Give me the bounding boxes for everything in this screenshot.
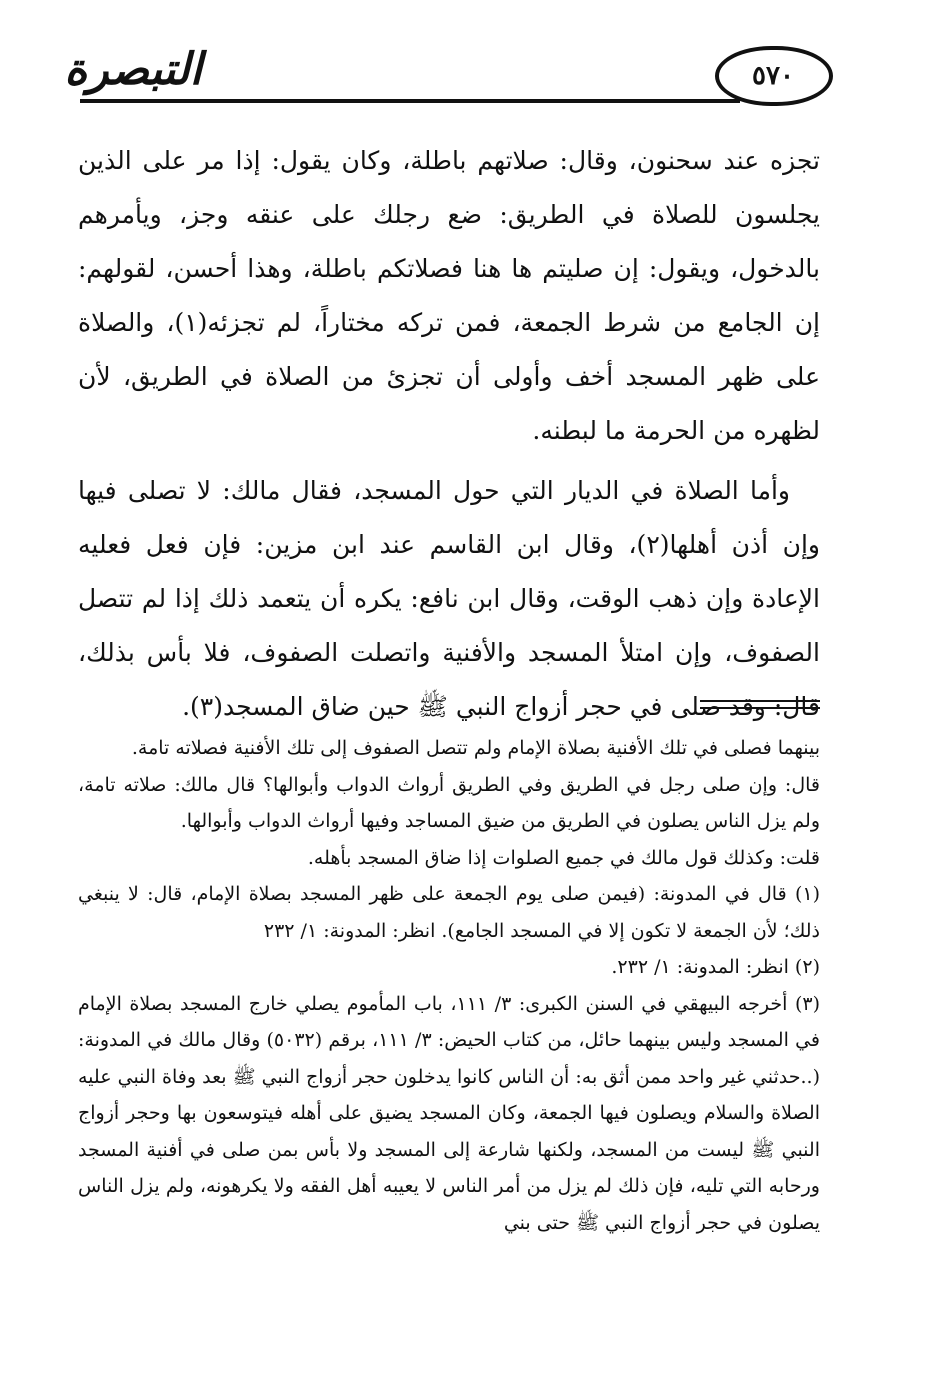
- footnote-2: (٢) انظر: المدونة: ١/ ٢٣٢.: [611, 956, 820, 978]
- footnote-separator: [700, 700, 820, 709]
- page-header: [0, 0, 938, 120]
- footnote-continuation-1: بينهما فصلى في تلك الأفنية بصلاة الإمام ولم تتصل الصفوف إلى تلك الأفنية فصلاته تامة.: [131, 737, 820, 759]
- footnote-3: (٣) أخرجه البيهقي في السنن الكبرى: ٣/ ١١١، باب المأموم يصلي خارج المسجد بصلاة الإمام في المسجد وليس بينهما حائل، من كتاب الحيض: ٣/ ١١١، برقم (٥٠٣٢) وقال مالك في المدونة: (..حدثني غير واحد ممن أثق به: أن الناس كانوا يدخلون حجر أزواج النبي ﷺ بعد وفاة النبي عليه الصلاة والسلام ويصلون فيها الجمعة، وكان المسجد يضيق على أهله فيتوسعون بها وحجر أزواج النبي ﷺ ليست من المسجد، ولكنها شارعة إلى المسجد ولا بأس بمن صلى في أفنية المسجد ورحابه التي تليه، فإن ذلك لم يزل من أمر الناس لا يعيبه أهل الفقه ولا يكرهونه، ولم يزل الناس يصلون في حجر أزواج النبي ﷺ حتى بني: [78, 992, 820, 1234]
- main-paragraph-2: وأما الصلاة في الديار التي حول المسجد، فقال مالك: لا تصلى فيها وإن أذن أهلها(٢)، وقال ابن القاسم عند ابن مزين: فإن فعل فعليه الإعادة وإن ذهب الوقت، وقال ابن نافع: يكره أن يتعمد ذلك إذا لم تتصل الصفوف، وإن امتلأ المسجد والأفنية واتصلت الصفوف، فلا بأس بذلك، قال: وقد صلى في حجر أزواج النبي ﷺ حين ضاق المسجد(٣).: [78, 476, 821, 721]
- header-rule: [80, 99, 740, 103]
- main-paragraph-1: تجزه عند سحنون، وقال: صلاتهم باطلة، وكان يقول: إذا مر على الذين يجلسون للصلاة في الطريق: ضع رجلك على عنقه وجز، ويأمرهم بالدخول، ويقول: إن صليتم ها هنا فصلاتكم باطلة، وهذا أحسن، لقولهم: إن الجامع من شرط الجمعة، فمن تركه مختاراً، لم تجزئه(١)، والصلاة على ظهر المسجد أخف وأولى أن تجزئ من الصلاة في الطريق، لأن لظهره من الحرمة ما لبطنه.: [78, 146, 820, 445]
- footnote-continuation-2: قال: وإن صلى رجل في الطريق وفي الطريق أرواث الدواب وأبوالها؟ قال مالك: صلاته تامة، ولم يزل الناس يصلون في الطريق من ضيق المساجد وفيها أرواث الدواب وأبوالها.: [78, 773, 820, 832]
- footnotes: [78, 730, 820, 1241]
- page-number: ٥٧٠: [752, 61, 794, 91]
- main-text: [78, 134, 820, 734]
- footnote-continuation-3: قلت: وكذلك قول مالك في جميع الصلوات إذا ضاق المسجد بأهله.: [307, 846, 820, 869]
- book-title: التبصرة: [64, 44, 202, 95]
- footnote-1: (١) قال في المدونة: (فيمن صلى يوم الجمعة على ظهر المسجد بصلاة الإمام، قال: لا ينبغي ذلك؛ لأن الجمعة لا تكون إلا في المسجد الجامع). انظر: المدونة: ١/ ٢٣٢: [78, 883, 820, 942]
